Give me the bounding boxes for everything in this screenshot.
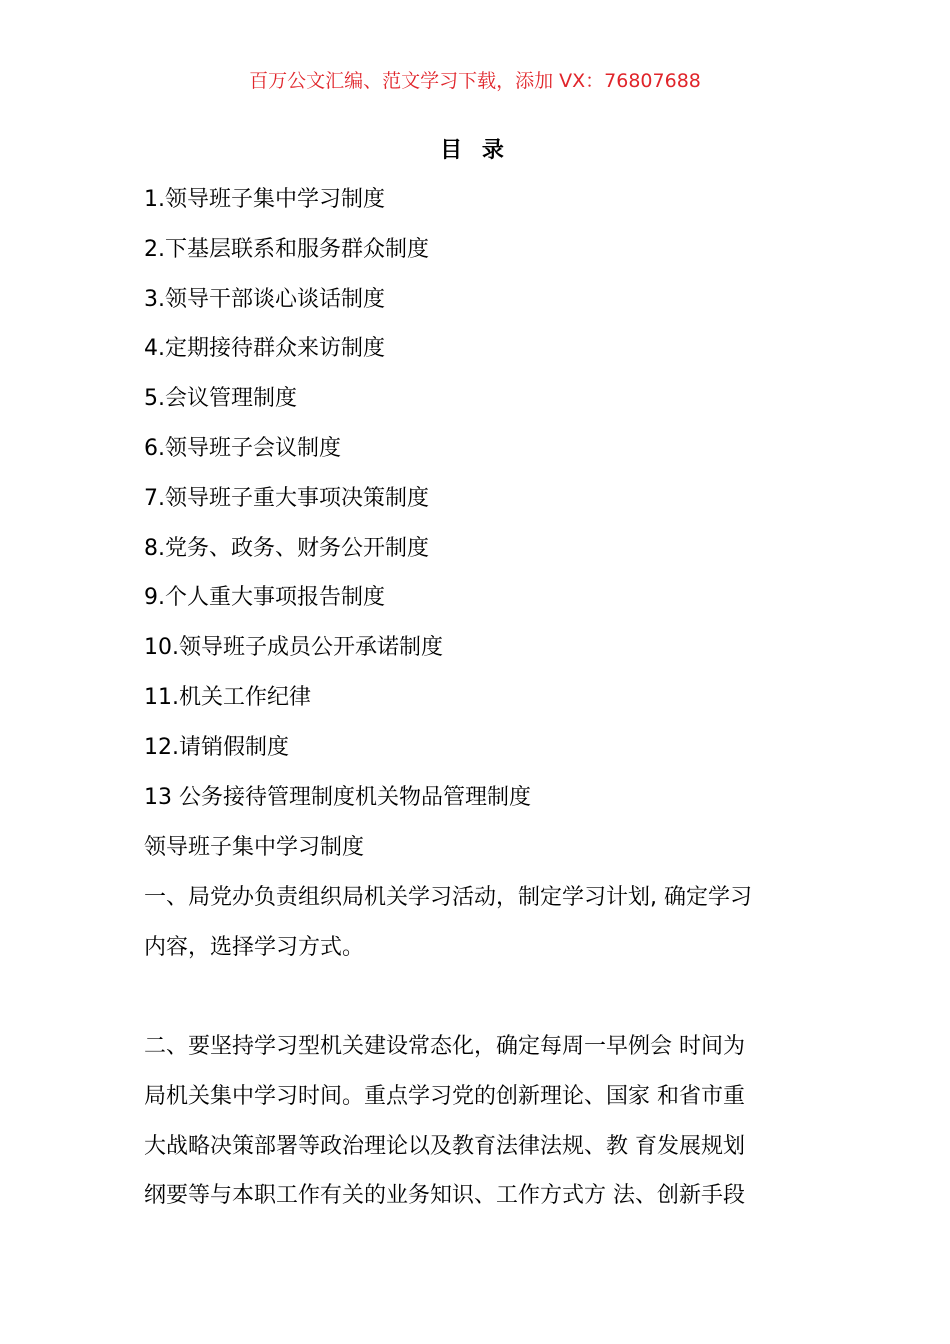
toc-item: 11.机关工作纪律: [144, 684, 311, 710]
paragraph-line: 大战略决策部署等政治理论以及教育法律法规、教 育发展规划: [144, 1133, 745, 1159]
toc-item: 3.领导干部谈心谈话制度: [144, 286, 385, 312]
section-heading: 领导班子集中学习制度: [144, 835, 365, 860]
toc-item: 6.领导班子会议制度: [144, 435, 341, 461]
toc-item: 1.领导班子集中学习制度: [144, 187, 385, 212]
toc-item: 8.党务、政务、财务公开制度: [144, 535, 429, 561]
toc-item: 9.个人重大事项报告制度: [144, 585, 385, 611]
toc-item: 13 公务接待管理制度机关物品管理制度: [144, 784, 531, 810]
paragraph-line: 内容，选择学习方式。: [144, 934, 365, 960]
toc-item: 2.下基层联系和服务群众制度: [144, 236, 429, 262]
paragraph-line: 局机关集中学习时间。重点学习党的创新理论、国家 和省市重: [144, 1083, 745, 1109]
toc-item: 10.领导班子成员公开承诺制度: [144, 635, 443, 661]
toc-item: 4.定期接待群众来访制度: [144, 336, 385, 362]
toc-item: 7.领导班子重大事项决策制度: [144, 485, 429, 511]
document-title: 目 录: [440, 138, 510, 163]
toc-item: 5.会议管理制度: [144, 386, 297, 412]
header-note: 百万公文汇编、范文学习下载，添加 VX：76807688: [249, 70, 701, 92]
paragraph-line: 纲要等与本职工作有关的业务知识、工作方式方 法、创新手段: [144, 1183, 745, 1209]
toc-item: 12.请销假制度: [144, 734, 289, 760]
paragraph-line: 二、要坚持学习型机关建设常态化，确定每周一早例会 时间为: [144, 1034, 745, 1059]
table-of-contents: [144, 183, 824, 830]
paragraph-2: [144, 1022, 808, 1221]
paragraph-1: [144, 873, 808, 973]
paragraph-line: 一、局党办负责组织局机关学习活动，制定学习计划, 确定学习: [144, 885, 752, 910]
